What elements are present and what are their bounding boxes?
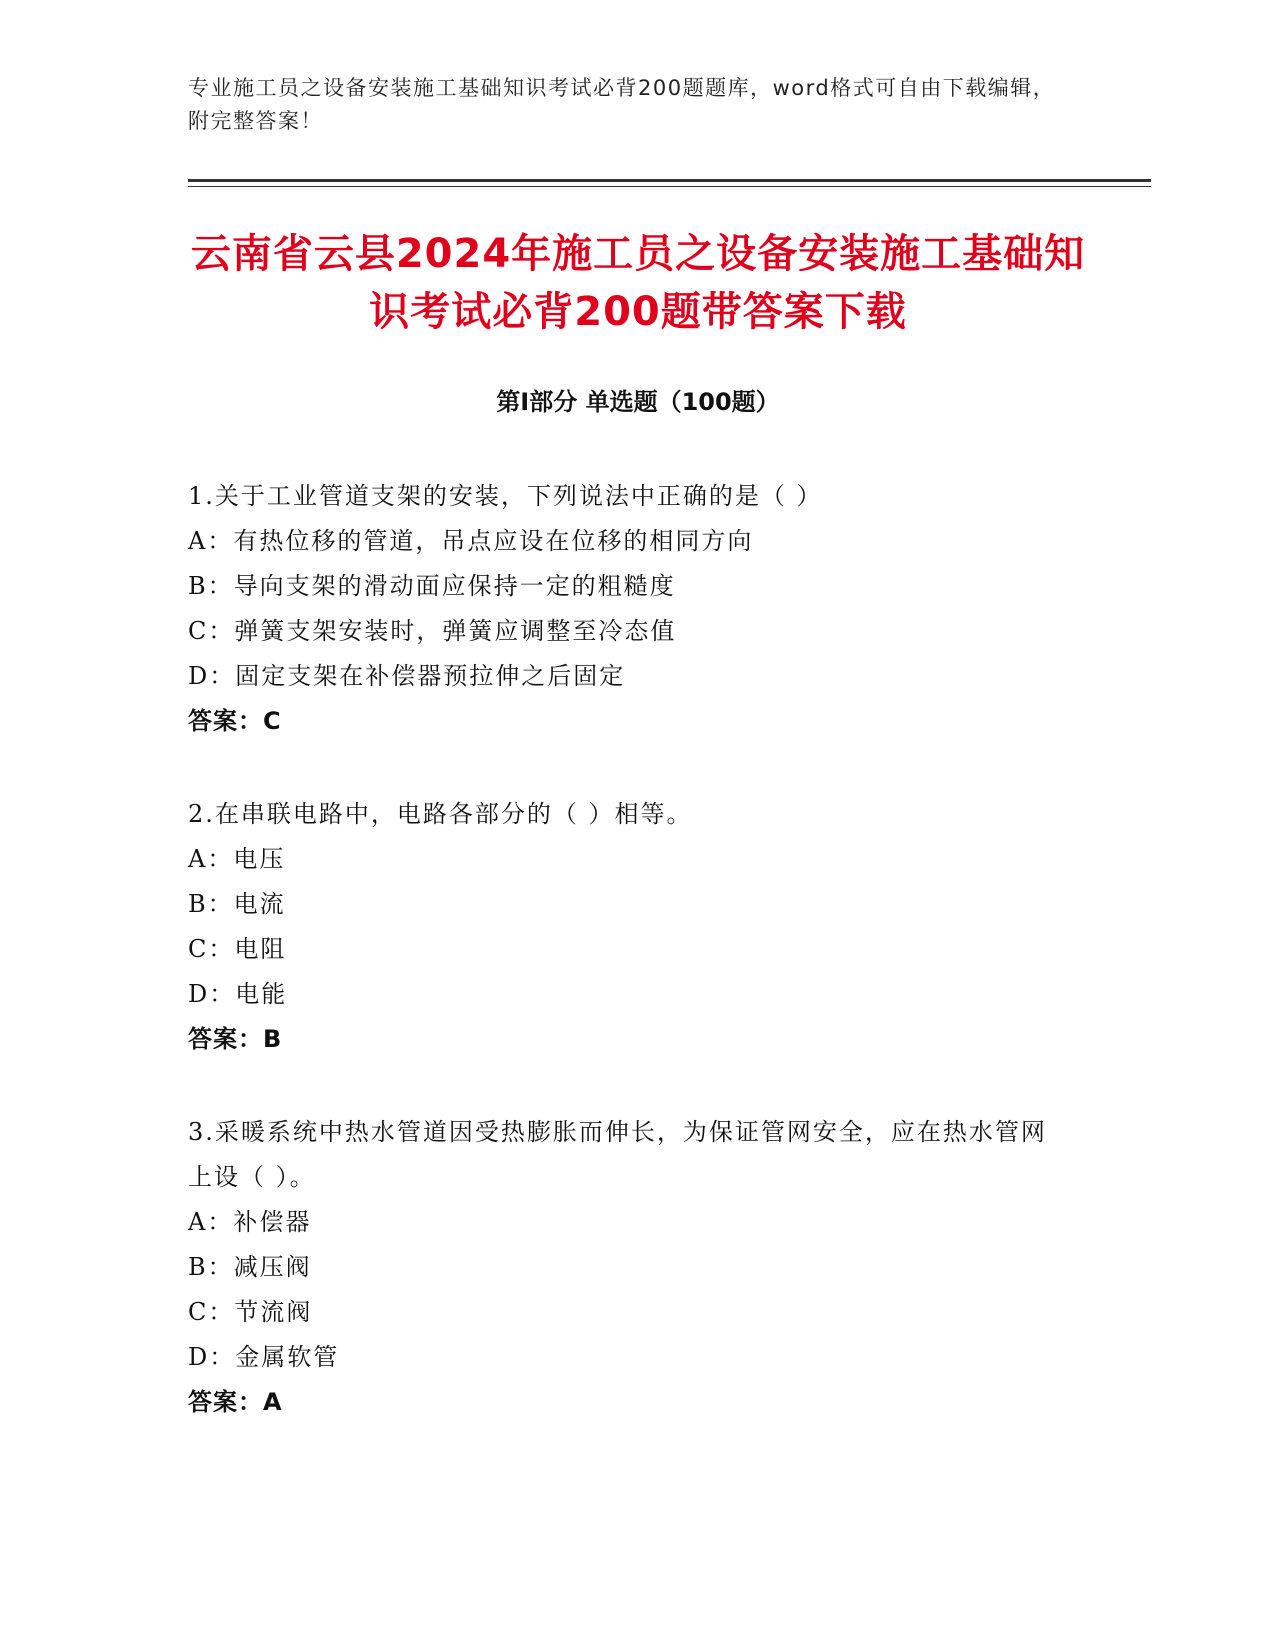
question-option-c: C：弹簧支架安装时，弹簧应调整至冷态值 — [188, 617, 677, 645]
question-option-d: D：金属软管 — [188, 1343, 340, 1371]
question-option-c: C：电阻 — [188, 935, 287, 963]
header-divider-thin — [188, 186, 1151, 187]
question-option-d: D：电能 — [188, 980, 288, 1008]
question-option-a: A：有热位移的管道，吊点应设在位移的相同方向 — [188, 527, 754, 555]
question-answer: 答案：C — [188, 707, 282, 735]
header-note: 专业施工员之设备安装施工基础知识考试必背200题题库，word格式可自由下载编辑，附完整答案！ — [188, 76, 1056, 133]
question-stem: 2.在串联电路中，电路各部分的（ ）相等。 — [188, 800, 693, 828]
question-option-c: C：节流阀 — [188, 1298, 313, 1326]
document-title: 云南省云县2024年施工员之设备安装施工基础知识考试必背200题带答案下载 — [190, 231, 1086, 335]
question-option-a: A：电压 — [188, 845, 286, 873]
question-option-d: D：固定支架在补偿器预拉伸之后固定 — [188, 662, 626, 690]
question-option-b: B：导向支架的滑动面应保持一定的粗糙度 — [188, 572, 676, 600]
question-block — [188, 474, 1068, 744]
section-heading: 第Ⅰ部分 单选题（100题） — [496, 388, 780, 416]
question-stem: 1.关于工业管道支架的安装，下列说法中正确的是（ ） — [188, 482, 823, 510]
question-block — [188, 792, 1068, 1062]
question-stem: 3.采暖系统中热水管道因受热膨胀而伸长，为保证管网安全，应在热水管网上设（ ）。 — [188, 1118, 1047, 1191]
question-option-b: B：电流 — [188, 890, 286, 918]
question-option-a: A：补偿器 — [188, 1208, 312, 1236]
question-option-b: B：减压阀 — [188, 1253, 312, 1281]
header-divider-thick — [188, 179, 1151, 182]
question-block — [188, 1110, 1068, 1425]
question-answer: 答案：A — [188, 1388, 283, 1416]
question-answer: 答案：B — [188, 1025, 283, 1053]
